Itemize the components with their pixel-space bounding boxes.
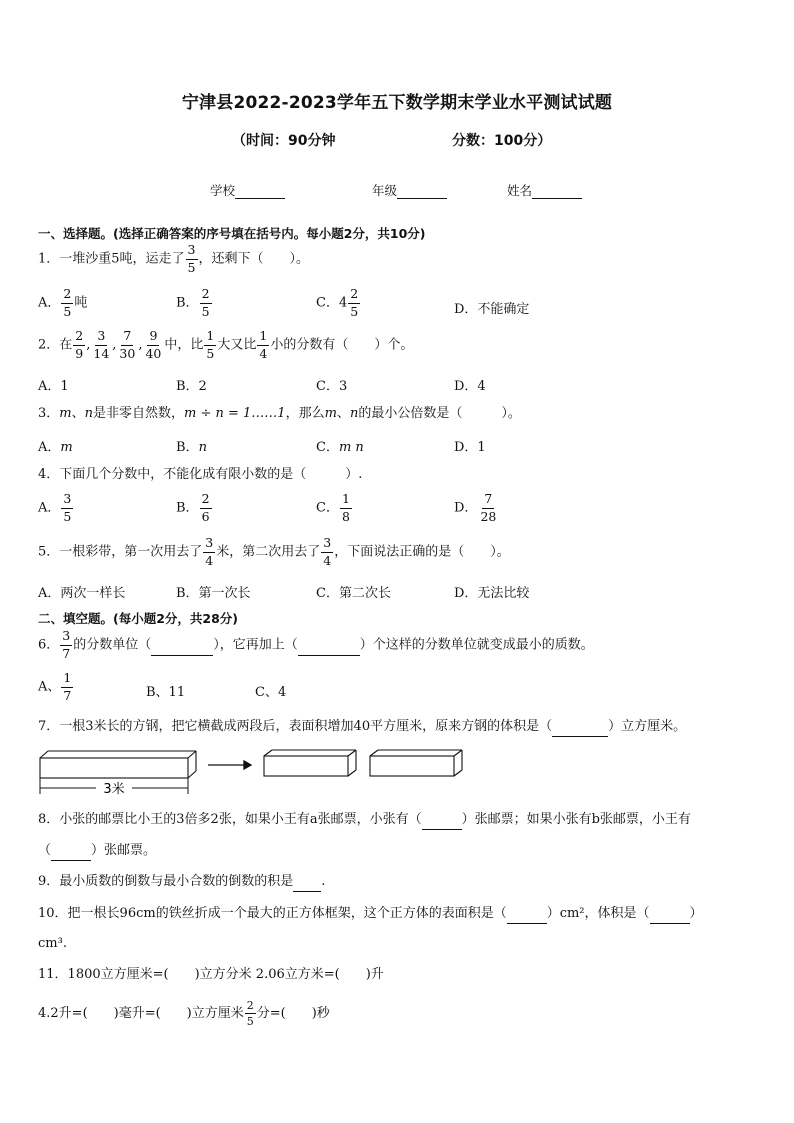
- q1-option-c[interactable]: C．4 $\frac{2}{5}$: [316, 286, 359, 319]
- q2-option-b[interactable]: B．2: [176, 379, 207, 394]
- q5-option-a[interactable]: A．两次一样长: [38, 586, 126, 601]
- section-2-heading: 二、填空题。(每小题2分，共28分): [38, 611, 239, 626]
- page-title: 宁津县2022-2023学年五下数学期末学业水平测试试题: [181, 93, 613, 113]
- exam-score: 分数：100分）: [452, 133, 552, 149]
- question-2: 2．在 $\frac{2}{9}$ , $\frac{3}{14}$ , $\frac{7}{30}$ , $\frac{9}{40}$ 中，比 $\frac{1}{5}$ 大又比 $\frac{1}{4}$ 小的分数有（ ）个。: [38, 328, 414, 361]
- q6-blank-2[interactable]: [298, 637, 360, 656]
- name-blank[interactable]: [532, 183, 582, 199]
- q4-option-d[interactable]: D． $\frac{7}{28}$: [454, 491, 497, 524]
- school-label: 学校: [210, 183, 236, 198]
- q4-option-b[interactable]: B． $\frac{2}{6}$: [176, 491, 210, 524]
- question-11: 11．1800立方厘米=( )立方分米 2.06立方米=( )升: [38, 967, 384, 982]
- question-4: 4．下面几个分数中，不能化成有限小数的是（ ）.: [38, 467, 363, 482]
- question-10-unit: cm³.: [38, 936, 67, 951]
- question-5: 5．一根彩带，第一次用去了 $\frac{3}{4}$ 米，第二次用去了 $\frac{3}{4}$ ，下面说法正确的是（ ）。: [38, 535, 510, 568]
- q4-option-c[interactable]: C． $\frac{1}{8}$: [316, 491, 350, 524]
- q3-option-d[interactable]: D．1: [454, 440, 486, 455]
- q8-blank-1[interactable]: [422, 811, 462, 830]
- grade-label: 年级: [372, 183, 398, 198]
- question-7: 7．一根3米长的方钢，把它横截成两段后，表面积增加40平方厘米，原来方钢的体积是（ ）立方厘米。: [38, 718, 686, 737]
- school-field: [210, 181, 285, 199]
- question-3: 3．m、n是非零自然数，m ÷ n = 1……1，那么m、n的最小公倍数是（ ）。: [38, 406, 521, 421]
- cut-piece-right: [370, 750, 462, 776]
- q7-blank[interactable]: [552, 718, 608, 737]
- q1-option-a[interactable]: A． $\frac{2}{5}$ 吨: [38, 286, 88, 319]
- q10-blank-2[interactable]: [650, 905, 690, 924]
- question-8: 8．小张的邮票比小王的3倍多2张，如果小王有a张邮票，小张有（ ）张邮票；如果小张有b张邮票，小王有: [38, 811, 691, 830]
- grade-field: [372, 181, 447, 199]
- q3-option-c[interactable]: C．m n: [316, 440, 364, 455]
- q6-blank-1[interactable]: [151, 637, 213, 656]
- q1-fraction: $\frac{3}{5}$: [187, 242, 196, 275]
- q8-blank-2[interactable]: [51, 842, 91, 861]
- q1-text-end: ，还剩下（ ）。: [198, 251, 310, 267]
- question-10: 10．把一根长96cm的铁丝折成一个最大的正方体框架，这个正方体的表面积是（ ）cm²，体积是（ ）: [38, 905, 703, 924]
- q4-option-a[interactable]: A． $\frac{3}{5}$: [38, 491, 72, 524]
- q9-blank[interactable]: [293, 873, 321, 892]
- question-11-line-2: 4.2升=( )毫升=( )立方厘米 $\frac{2}{5}$ 分=( )秒: [38, 999, 330, 1028]
- q2-option-c[interactable]: C．3: [316, 379, 348, 394]
- q1-option-d[interactable]: D．不能确定: [454, 302, 530, 317]
- q1-text: 1．一堆沙重5吨，运走了: [38, 251, 185, 267]
- q10-blank-1[interactable]: [507, 905, 547, 924]
- long-steel-bar: [40, 751, 196, 778]
- question-8-line-2: （ ）张邮票。: [38, 842, 156, 861]
- q5-option-b[interactable]: B．第一次长: [176, 586, 251, 601]
- q3-option-a[interactable]: A．m: [38, 440, 73, 455]
- q6-option-b[interactable]: B、11: [146, 685, 186, 700]
- q7-figure: [36, 748, 466, 796]
- section-1-heading: 一、选择题。(选择正确答案的序号填在括号内。每小题2分，共10分): [38, 226, 426, 241]
- question-1: [38, 244, 309, 274]
- q2-option-d[interactable]: D．4: [454, 379, 486, 394]
- q5-option-c[interactable]: C．第二次长: [316, 586, 391, 601]
- arrow-icon: [208, 761, 251, 769]
- q6-option-a[interactable]: A、 $\frac{1}{7}$: [38, 670, 72, 703]
- length-label: 3米: [103, 782, 125, 796]
- q1-option-b[interactable]: B． $\frac{2}{5}$: [176, 286, 210, 319]
- exam-time: （时间：90分钟: [232, 133, 336, 149]
- grade-blank[interactable]: [397, 183, 447, 199]
- name-label: 姓名: [507, 183, 533, 198]
- question-9: 9．最小质数的倒数与最小合数的倒数的积是 .: [38, 873, 325, 892]
- question-6: 6． $\frac{3}{7}$ 的分数单位（ ），它再加上（ ）个这样的分数单位就变成最小的质数。: [38, 628, 594, 661]
- q5-option-d[interactable]: D．无法比较: [454, 586, 530, 601]
- cut-piece-left: [264, 750, 356, 776]
- q3-option-b[interactable]: B．n: [176, 440, 207, 455]
- name-field: [507, 181, 582, 199]
- school-blank[interactable]: [235, 183, 285, 199]
- q6-option-c[interactable]: C、4: [255, 685, 287, 700]
- q2-option-a[interactable]: A．1: [38, 379, 69, 394]
